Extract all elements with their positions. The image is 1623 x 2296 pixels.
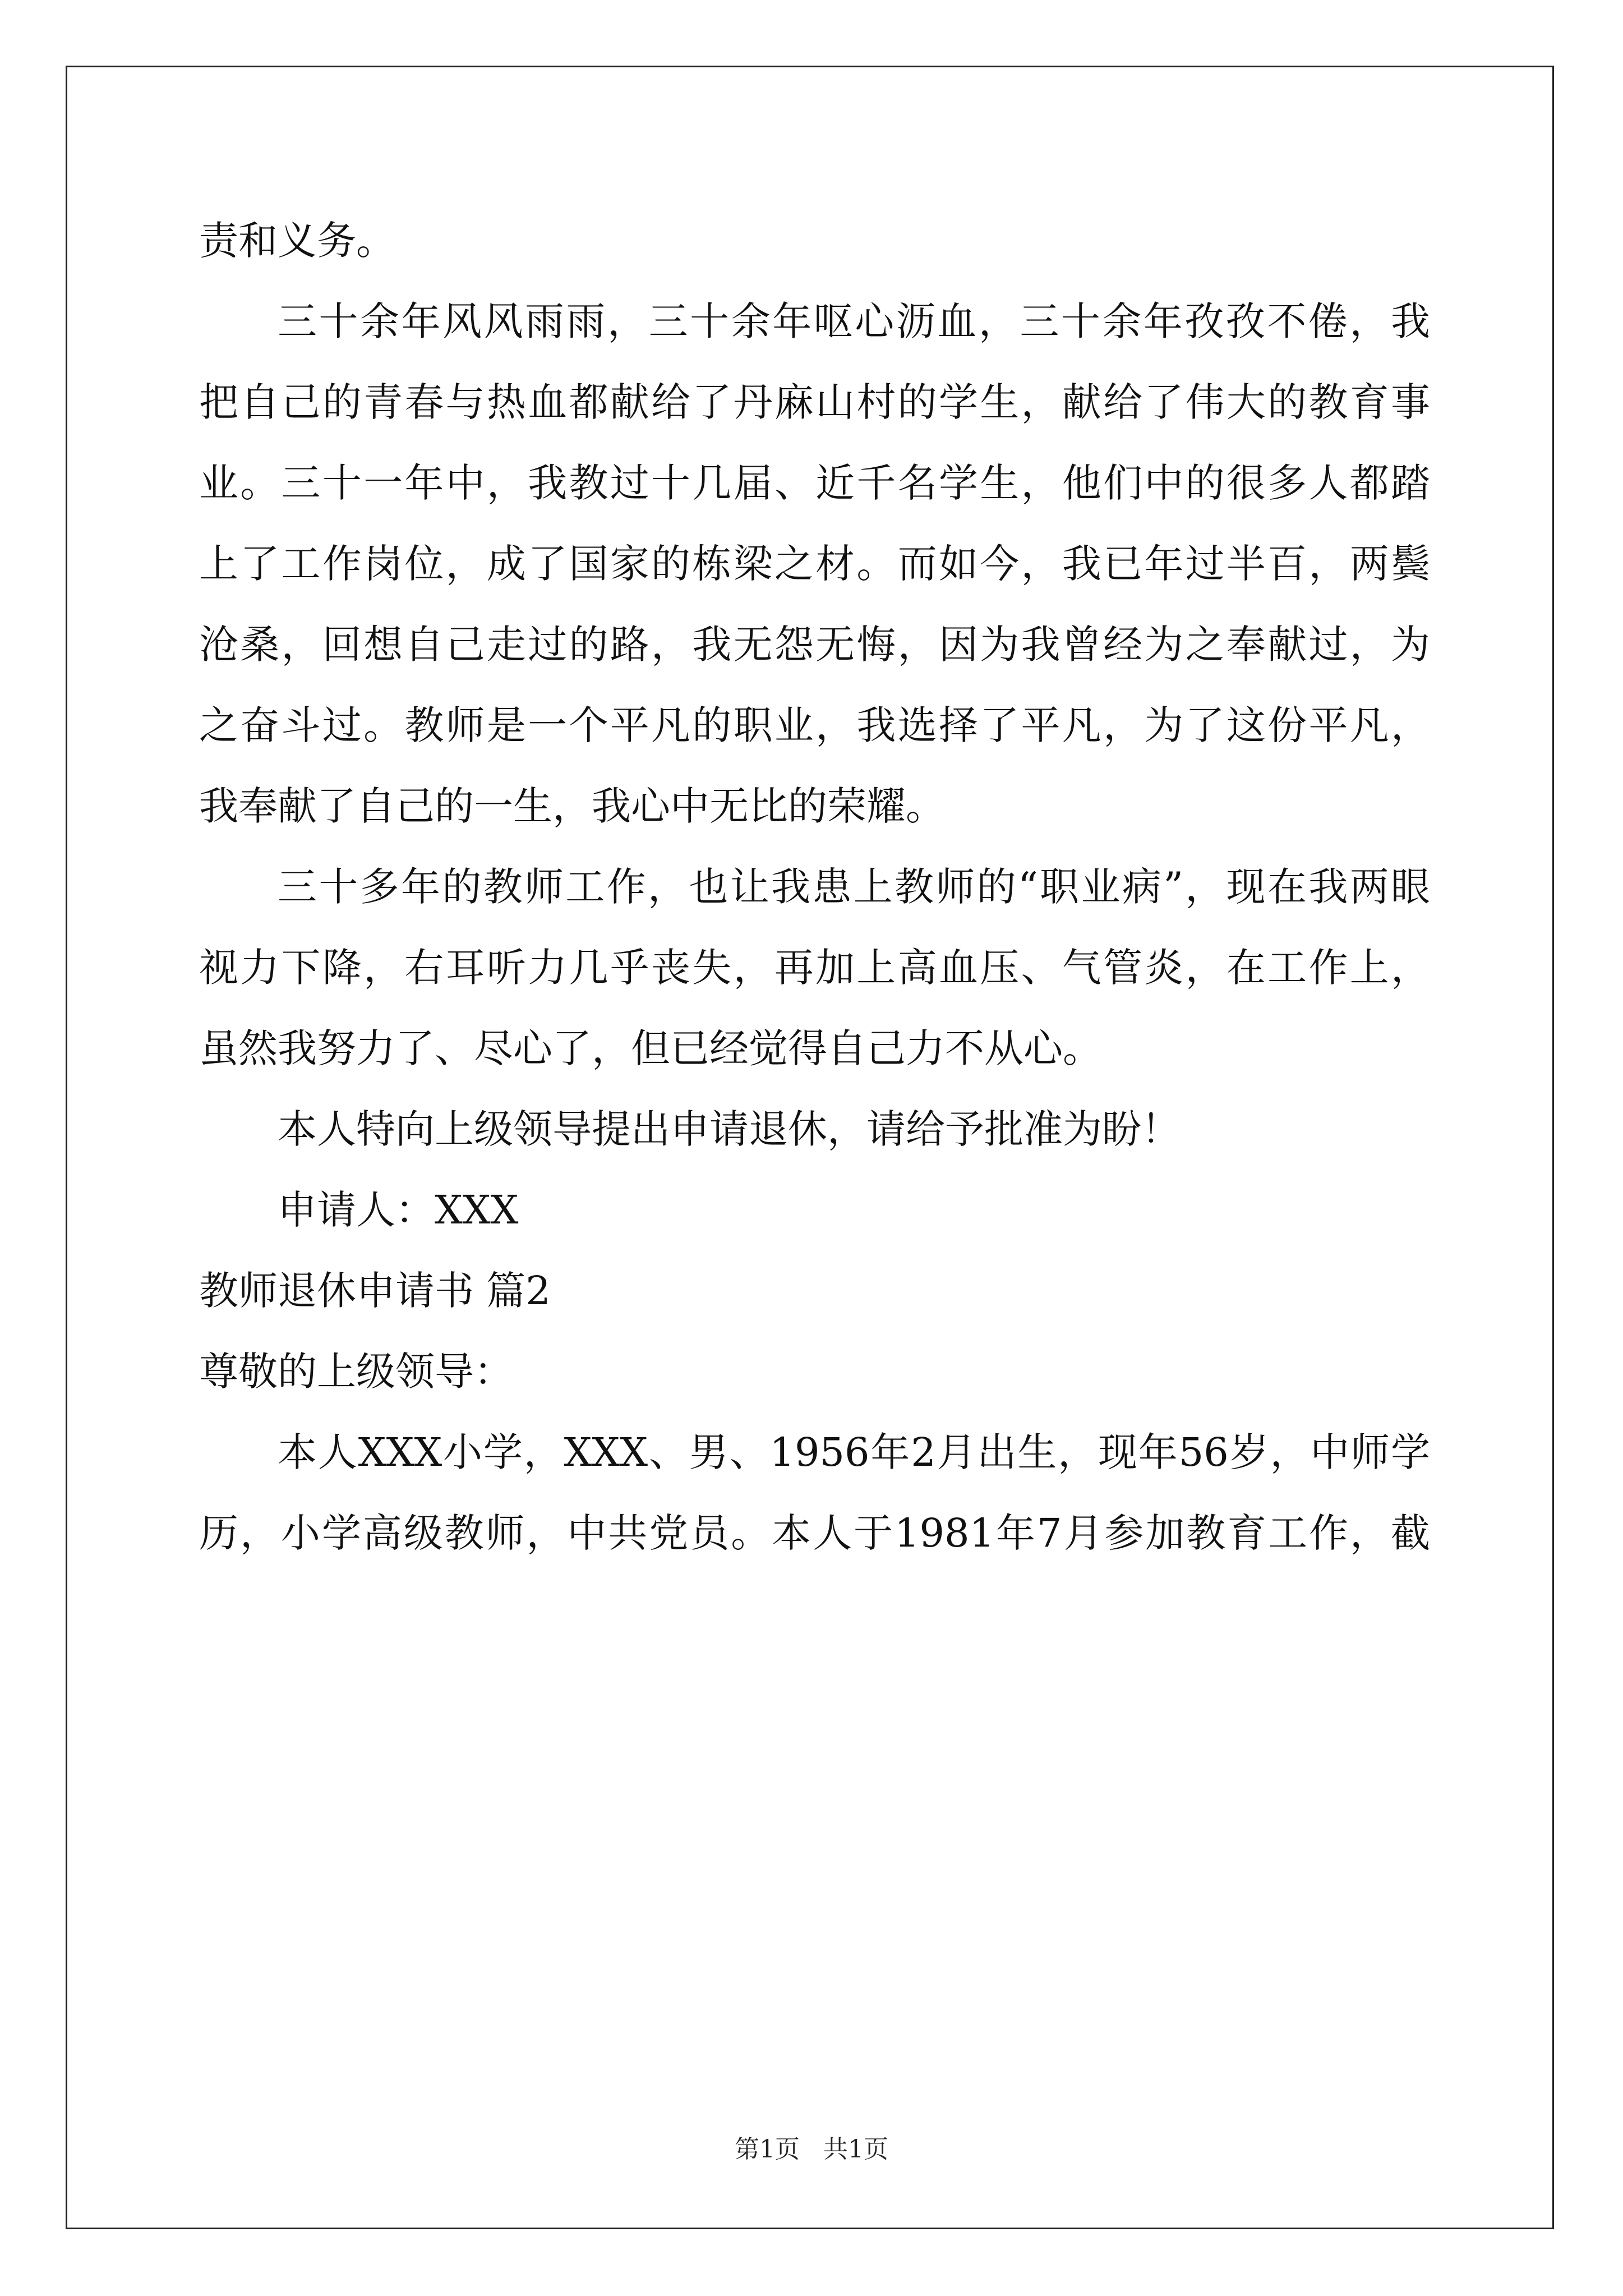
page-footer [0, 2129, 1623, 2165]
paragraph-line: 沧桑，回想自己走过的路，我无怨无悔，因为我曾经为之奉献过，为 [199, 622, 1430, 668]
paragraph-line: 业。三十一年中，我教过十几届、近千名学生，他们中的很多人都踏 [199, 460, 1430, 506]
paragraph-line: 历，小学高级教师，中共党员。本人于1981年7月参加教育工作，截 [199, 1510, 1430, 1556]
salutation: 尊敬的上级领导： [199, 1349, 513, 1395]
paragraph-line: 本人特向上级领导提出申请退休，请给予批准为盼！ [278, 1106, 1181, 1152]
paragraph-line: 三十余年风风雨雨，三十余年呕心沥血，三十余年孜孜不倦，我 [278, 298, 1430, 344]
section-heading: 教师退休申请书 篇2 [199, 1268, 551, 1314]
paragraph-line: 责和义务。 [199, 218, 395, 264]
paragraph-line: 三十多年的教师工作，也让我患上教师的“职业病”，现在我两眼 [278, 864, 1430, 910]
paragraph-line: 上了工作岗位，成了国家的栋梁之材。而如今，我已年过半百，两鬓 [199, 541, 1430, 587]
paragraph-line: 虽然我努力了、尽心了，但已经觉得自己力不从心。 [199, 1025, 1102, 1071]
applicant-signature: 申请人：XXX [278, 1187, 519, 1233]
page-number-current: 第1页 [735, 2135, 800, 2164]
page-number-total: 共1页 [823, 2135, 888, 2164]
document-body [199, 200, 1430, 1573]
paragraph-line: 把自己的青春与热血都献给了丹麻山村的学生，献给了伟大的教育事 [199, 379, 1430, 425]
paragraph-line: 之奋斗过。教师是一个平凡的职业，我选择了平凡，为了这份平凡， [199, 702, 1430, 748]
paragraph-line: 视力下降，右耳听力几乎丧失，再加上高血压、气管炎，在工作上， [199, 945, 1430, 991]
paragraph-line: 本人XXX小学，XXX、男、1956年2月出生，现年56岁，中师学 [278, 1429, 1430, 1475]
paragraph-line: 我奉献了自己的一生，我心中无比的荣耀。 [199, 783, 945, 829]
